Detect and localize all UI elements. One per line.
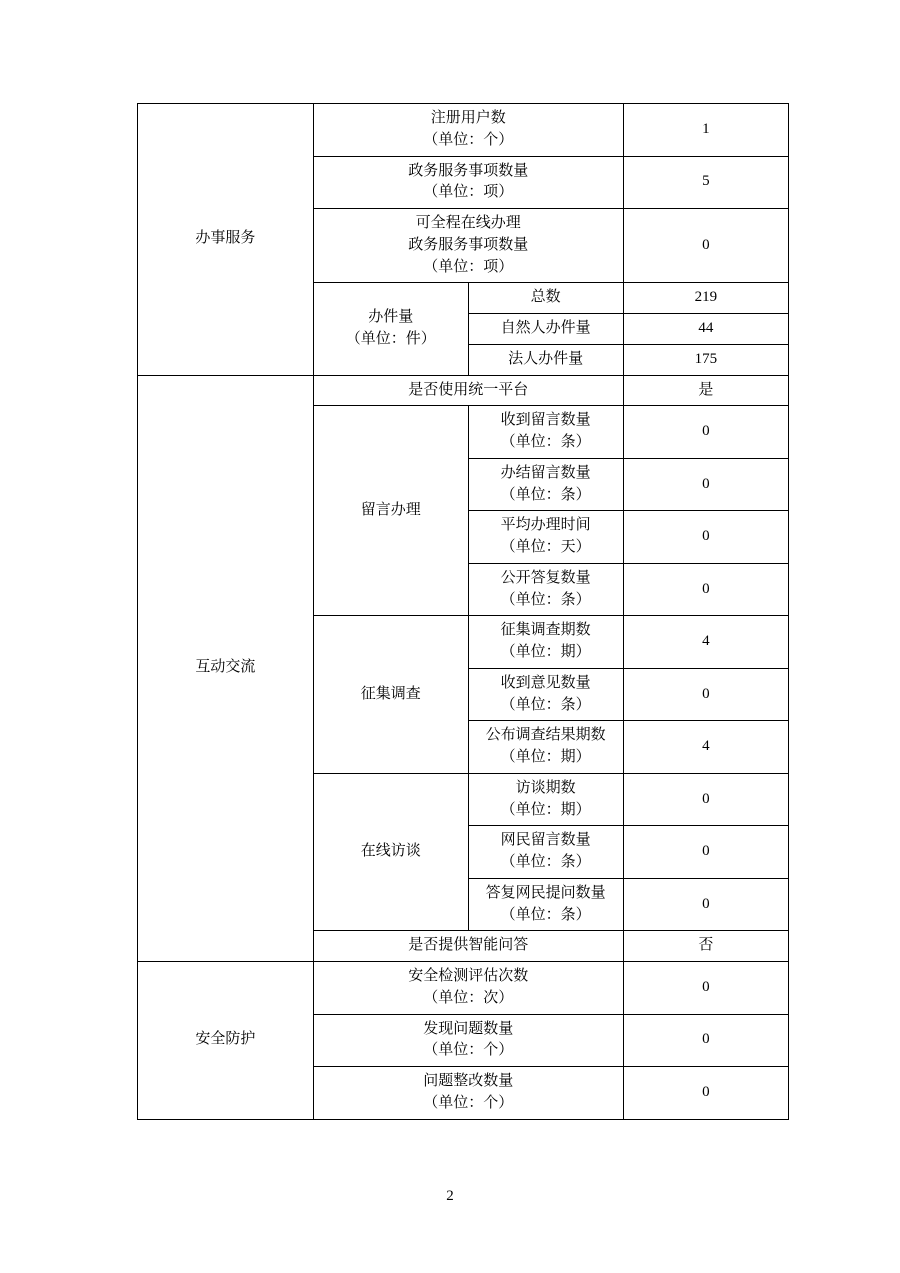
sub-item-cell-natural-person: 自然人办件量	[468, 314, 623, 345]
table-row	[138, 104, 789, 157]
item-cell-smart-qa: 是否提供智能问答	[313, 931, 623, 962]
item-cell-fully-online-items: 可全程在线办理 政务服务事项数量 （单位：项）	[313, 209, 623, 283]
category-cell-hudong-jiaoliu: 互动交流	[138, 375, 314, 962]
value-cell-unified-platform: 是	[623, 375, 788, 406]
sub-item-cell-survey-sessions: 征集调查期数 （单位：期）	[468, 616, 623, 669]
item-cell-service-items-count: 政务服务事项数量 （单位：项）	[313, 156, 623, 209]
value-cell-messages-received: 0	[623, 406, 788, 459]
value-cell-netizen-messages: 0	[623, 826, 788, 879]
value-cell-public-replies: 0	[623, 563, 788, 616]
item-cell-handled-volume: 办件量 （单位：件）	[313, 283, 468, 375]
item-cell-unified-platform: 是否使用统一平台	[313, 375, 623, 406]
item-cell-issues-found: 发现问题数量 （单位：个）	[313, 1014, 623, 1067]
government-website-report-table	[137, 103, 789, 1120]
value-cell-interview-sessions: 0	[623, 773, 788, 826]
category-cell-banshi-fuwu: 办事服务	[138, 104, 314, 376]
table-row	[138, 962, 789, 1015]
item-cell-message-handling: 留言办理	[313, 406, 468, 616]
value-cell-total: 219	[623, 283, 788, 314]
item-cell-security-assessments: 安全检测评估次数 （单位：次）	[313, 962, 623, 1015]
value-cell-netizen-replies: 0	[623, 878, 788, 931]
value-cell-legal-person: 175	[623, 344, 788, 375]
sub-item-cell-total: 总数	[468, 283, 623, 314]
sub-item-cell-published-results: 公布调查结果期数 （单位：期）	[468, 721, 623, 774]
value-cell-fully-online-items: 0	[623, 209, 788, 283]
sub-item-cell-interview-sessions: 访谈期数 （单位：期）	[468, 773, 623, 826]
item-cell-online-interview: 在线访谈	[313, 773, 468, 931]
value-cell-smart-qa: 否	[623, 931, 788, 962]
value-cell-messages-completed: 0	[623, 458, 788, 511]
item-cell-issues-fixed: 问题整改数量 （单位：个）	[313, 1067, 623, 1120]
report-table-container	[137, 103, 789, 1120]
item-cell-registered-users: 注册用户数 （单位：个）	[313, 104, 623, 157]
table-row	[138, 375, 789, 406]
sub-item-cell-netizen-messages: 网民留言数量 （单位：条）	[468, 826, 623, 879]
value-cell-natural-person: 44	[623, 314, 788, 345]
sub-item-cell-public-replies: 公开答复数量 （单位：条）	[468, 563, 623, 616]
value-cell-survey-sessions: 4	[623, 616, 788, 669]
sub-item-cell-opinions-received: 收到意见数量 （单位：条）	[468, 668, 623, 721]
sub-item-cell-average-time: 平均办理时间 （单位：天）	[468, 511, 623, 564]
value-cell-opinions-received: 0	[623, 668, 788, 721]
value-cell-average-time: 0	[623, 511, 788, 564]
sub-item-cell-legal-person: 法人办件量	[468, 344, 623, 375]
item-cell-survey-collection: 征集调查	[313, 616, 468, 774]
sub-item-cell-netizen-replies: 答复网民提问数量 （单位：条）	[468, 878, 623, 931]
value-cell-service-items-count: 5	[623, 156, 788, 209]
value-cell-published-results: 4	[623, 721, 788, 774]
page-number: 2	[446, 1188, 454, 1204]
value-cell-issues-found: 0	[623, 1014, 788, 1067]
category-cell-anquan-fanghu: 安全防护	[138, 962, 314, 1120]
sub-item-cell-messages-completed: 办结留言数量 （单位：条）	[468, 458, 623, 511]
value-cell-issues-fixed: 0	[623, 1067, 788, 1120]
sub-item-cell-messages-received: 收到留言数量 （单位：条）	[468, 406, 623, 459]
value-cell-security-assessments: 0	[623, 962, 788, 1015]
value-cell-registered-users: 1	[623, 104, 788, 157]
